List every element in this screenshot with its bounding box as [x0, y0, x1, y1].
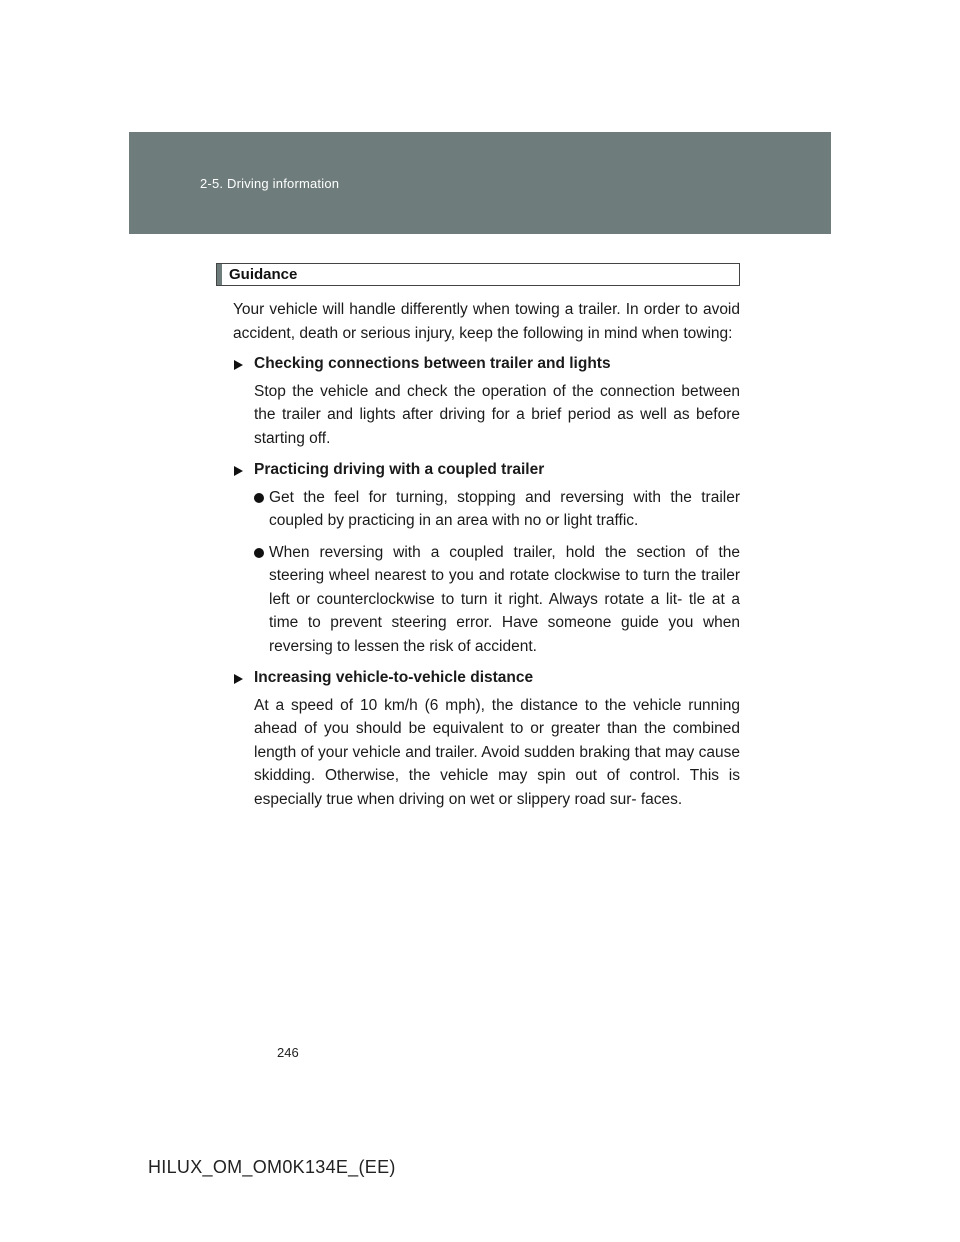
- guidance-intro: Your vehicle will handle differently when towing a trailer. In order to avoid accident, death or serious injury, keep the following in mind when towing:: [233, 301, 740, 342]
- guidance-item-connections: [233, 352, 740, 450]
- circle-bullet-icon: [254, 548, 264, 558]
- guidance-item-distance: [233, 666, 740, 811]
- guidance-title: Guidance: [229, 266, 298, 283]
- section-title: 2-5. Driving information: [200, 176, 340, 191]
- item-body: Stop the vehicle and check the operation of the connection between the trailer and lights after driving for a brief period as well as before starting off.: [254, 382, 740, 447]
- manual-code: HILUX_OM_OM0K134E_(EE): [148, 1157, 396, 1177]
- guidance-accent-bar: [217, 264, 222, 285]
- triangle-bullet-icon: [234, 466, 243, 476]
- item-heading: [233, 666, 740, 690]
- list-item: [233, 541, 740, 659]
- item-heading: [233, 352, 740, 376]
- page-number: 246: [277, 1045, 299, 1060]
- guidance-content: [233, 298, 740, 819]
- item-heading-text: Checking connections between trailer and lights: [254, 355, 611, 372]
- guidance-heading-box: [216, 263, 740, 286]
- item-body: At a speed of 10 km/h (6 mph), the distance to the vehicle running ahead of you should be equivalent to or greater than the combined length of your vehicle and trailer. Avoid sudden braking that may cause skidding. Otherwise, the vehicle may spin out of control. This is especially true when driving on wet or slippery road sur- faces.: [254, 696, 740, 808]
- triangle-bullet-icon: [234, 360, 243, 370]
- list-item-text: Get the feel for turning, stopping and reversing with the trailer coupled by practicing in an area with no or light traffic.: [269, 488, 740, 529]
- list-item-text: When reversing with a coupled trailer, hold the section of the steering wheel nearest to you and rotate clockwise to turn the trailer left or counterclockwise to turn it right. Always rotate a lit- tle at a time to prevent steering error. Have someone guide you when reversing to lessen the risk of accident.: [269, 543, 740, 655]
- guidance-item-practicing: [233, 458, 740, 658]
- triangle-bullet-icon: [234, 674, 243, 684]
- circle-bullet-icon: [254, 493, 264, 503]
- item-heading-text: Practicing driving with a coupled trailer: [254, 461, 545, 478]
- item-heading-text: Increasing vehicle-to-vehicle distance: [254, 669, 534, 686]
- item-heading: [233, 458, 740, 482]
- list-item: [233, 486, 740, 533]
